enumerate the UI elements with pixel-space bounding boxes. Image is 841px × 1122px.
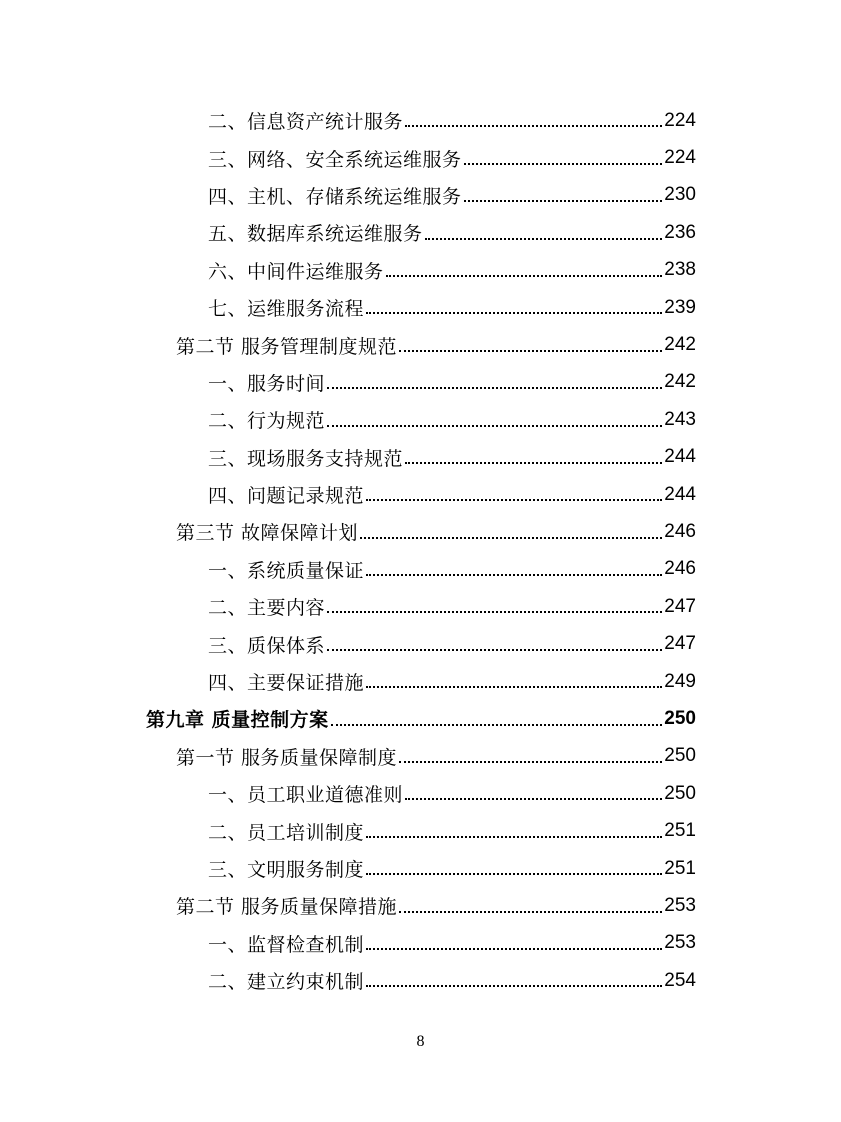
toc-dot-leader bbox=[360, 537, 662, 539]
toc-chapter-entry[interactable] bbox=[0, 700, 696, 737]
toc-entry-page-number: 238 bbox=[664, 259, 696, 281]
toc-dot-leader bbox=[327, 649, 662, 651]
toc-dot-leader bbox=[327, 387, 662, 389]
toc-entry-title: 四、主要保证措施 bbox=[208, 672, 365, 695]
toc-subsection-entry[interactable] bbox=[0, 551, 696, 588]
toc-entry-page-number: 253 bbox=[664, 894, 696, 916]
toc-dot-leader bbox=[405, 125, 662, 127]
toc-entry-title: 第九章 质量控制方案 bbox=[146, 709, 329, 732]
toc-entry-page-number: 242 bbox=[664, 334, 696, 356]
toc-entry-page-number: 243 bbox=[664, 408, 696, 430]
toc-dot-leader bbox=[399, 350, 662, 352]
toc-entry-title: 三、质保体系 bbox=[208, 634, 326, 657]
toc-entry-title: 二、信息资产统计服务 bbox=[208, 111, 404, 134]
toc-entry-title: 三、文明服务制度 bbox=[208, 859, 365, 881]
toc-dot-leader bbox=[464, 163, 663, 165]
toc-entry-page-number: 250 bbox=[664, 782, 696, 804]
toc-subsection-entry[interactable] bbox=[0, 252, 696, 289]
toc-subsection-entry[interactable] bbox=[0, 476, 696, 513]
toc-subsection-entry[interactable] bbox=[0, 177, 696, 214]
page-number: 8 bbox=[416, 1033, 425, 1050]
toc-dot-leader bbox=[327, 425, 662, 427]
toc-entry-page-number: 254 bbox=[664, 969, 696, 991]
toc-dot-leader bbox=[405, 798, 662, 800]
toc-dot-leader bbox=[399, 761, 662, 763]
toc-subsection-entry[interactable] bbox=[0, 663, 696, 700]
toc-dot-leader bbox=[327, 611, 662, 613]
toc-entry-page-number: 244 bbox=[664, 483, 696, 505]
toc-entry-page-number: 250 bbox=[664, 707, 696, 729]
toc-entry-title: 一、监督检查机制 bbox=[208, 933, 365, 956]
toc-subsection-entry[interactable] bbox=[0, 214, 696, 251]
toc-dot-leader bbox=[366, 836, 662, 838]
toc-subsection-entry[interactable] bbox=[0, 439, 696, 476]
toc-dot-leader bbox=[386, 275, 663, 277]
toc-entry-page-number: 236 bbox=[664, 221, 696, 243]
toc-entry-page-number: 247 bbox=[664, 633, 696, 655]
toc-entry-title: 第二节 服务管理制度规范 bbox=[176, 335, 398, 358]
toc-dot-leader bbox=[366, 873, 662, 875]
toc-entry-page-number: 224 bbox=[664, 109, 696, 131]
toc-subsection-entry[interactable] bbox=[0, 289, 696, 326]
toc-entry-page-number: 239 bbox=[664, 296, 696, 318]
toc-subsection-entry[interactable] bbox=[0, 625, 696, 662]
toc-dot-leader bbox=[425, 238, 663, 240]
toc-entry-title: 三、网络、安全系统运维服务 bbox=[208, 148, 462, 171]
toc-dot-leader bbox=[399, 911, 662, 913]
toc-section-entry[interactable] bbox=[0, 887, 696, 924]
toc-entry-title: 四、主机、存储系统运维服务 bbox=[208, 185, 462, 208]
toc-section-entry[interactable] bbox=[0, 738, 696, 775]
toc-entry-page-number: 249 bbox=[664, 670, 696, 692]
toc-subsection-entry[interactable] bbox=[0, 775, 696, 812]
toc-entry-title: 第一节 服务质量保障制度 bbox=[176, 746, 398, 769]
toc-entry-title: 一、服务时间 bbox=[208, 372, 326, 395]
toc-entry-title: 第三节 故障保障计划 bbox=[176, 522, 359, 545]
toc-entry-page-number: 253 bbox=[664, 932, 696, 954]
toc-dot-leader bbox=[366, 948, 662, 950]
toc-section-entry[interactable] bbox=[0, 326, 696, 363]
toc-entry-title: 二、建立约束机制 bbox=[208, 971, 365, 994]
table-of-contents bbox=[0, 102, 841, 999]
toc-subsection-entry[interactable] bbox=[0, 812, 696, 849]
toc-dot-leader bbox=[366, 574, 662, 576]
toc-dot-leader bbox=[331, 724, 663, 726]
toc-dot-leader bbox=[366, 499, 662, 501]
toc-section-entry[interactable] bbox=[0, 513, 696, 550]
toc-entry-title: 一、员工职业道德准则 bbox=[208, 784, 404, 807]
toc-subsection-entry[interactable] bbox=[0, 401, 696, 438]
toc-entry-page-number: 230 bbox=[664, 184, 696, 206]
toc-entry-title: 二、主要内容 bbox=[208, 597, 326, 620]
toc-entry-page-number: 224 bbox=[664, 147, 696, 169]
toc-entry-title: 三、现场服务支持规范 bbox=[208, 447, 404, 470]
toc-entry-page-number: 246 bbox=[664, 558, 696, 580]
toc-entry-title: 二、行为规范 bbox=[208, 410, 326, 433]
toc-dot-leader bbox=[366, 312, 662, 314]
toc-entry-title: 二、员工培训制度 bbox=[208, 821, 365, 844]
toc-entry-page-number: 247 bbox=[664, 595, 696, 617]
toc-entry-title: 七、运维服务流程 bbox=[208, 298, 365, 321]
toc-entry-title: 一、系统质量保证 bbox=[208, 559, 365, 582]
toc-entry-title: 六、中间件运维服务 bbox=[208, 260, 384, 283]
toc-entry-page-number: 251 bbox=[664, 857, 696, 879]
toc-entry-title: 第二节 服务质量保障措施 bbox=[176, 896, 398, 919]
toc-entry-page-number: 251 bbox=[664, 820, 696, 842]
toc-subsection-entry[interactable] bbox=[0, 139, 696, 176]
toc-entry-page-number: 250 bbox=[664, 745, 696, 767]
toc-subsection-entry[interactable] bbox=[0, 364, 696, 401]
toc-dot-leader bbox=[366, 985, 662, 987]
toc-entry-title: 四、问题记录规范 bbox=[208, 485, 365, 508]
toc-dot-leader bbox=[464, 200, 663, 202]
toc-subsection-entry[interactable] bbox=[0, 962, 696, 999]
toc-subsection-entry[interactable] bbox=[0, 102, 696, 139]
toc-entry-title: 五、数据库系统运维服务 bbox=[208, 223, 423, 246]
toc-subsection-entry[interactable] bbox=[0, 850, 696, 887]
toc-entry-page-number: 246 bbox=[664, 520, 696, 542]
toc-subsection-entry[interactable] bbox=[0, 588, 696, 625]
toc-entry-page-number: 244 bbox=[664, 446, 696, 468]
toc-dot-leader bbox=[405, 462, 662, 464]
toc-entry-page-number: 242 bbox=[664, 371, 696, 393]
toc-dot-leader bbox=[366, 686, 662, 688]
toc-subsection-entry[interactable] bbox=[0, 925, 696, 962]
